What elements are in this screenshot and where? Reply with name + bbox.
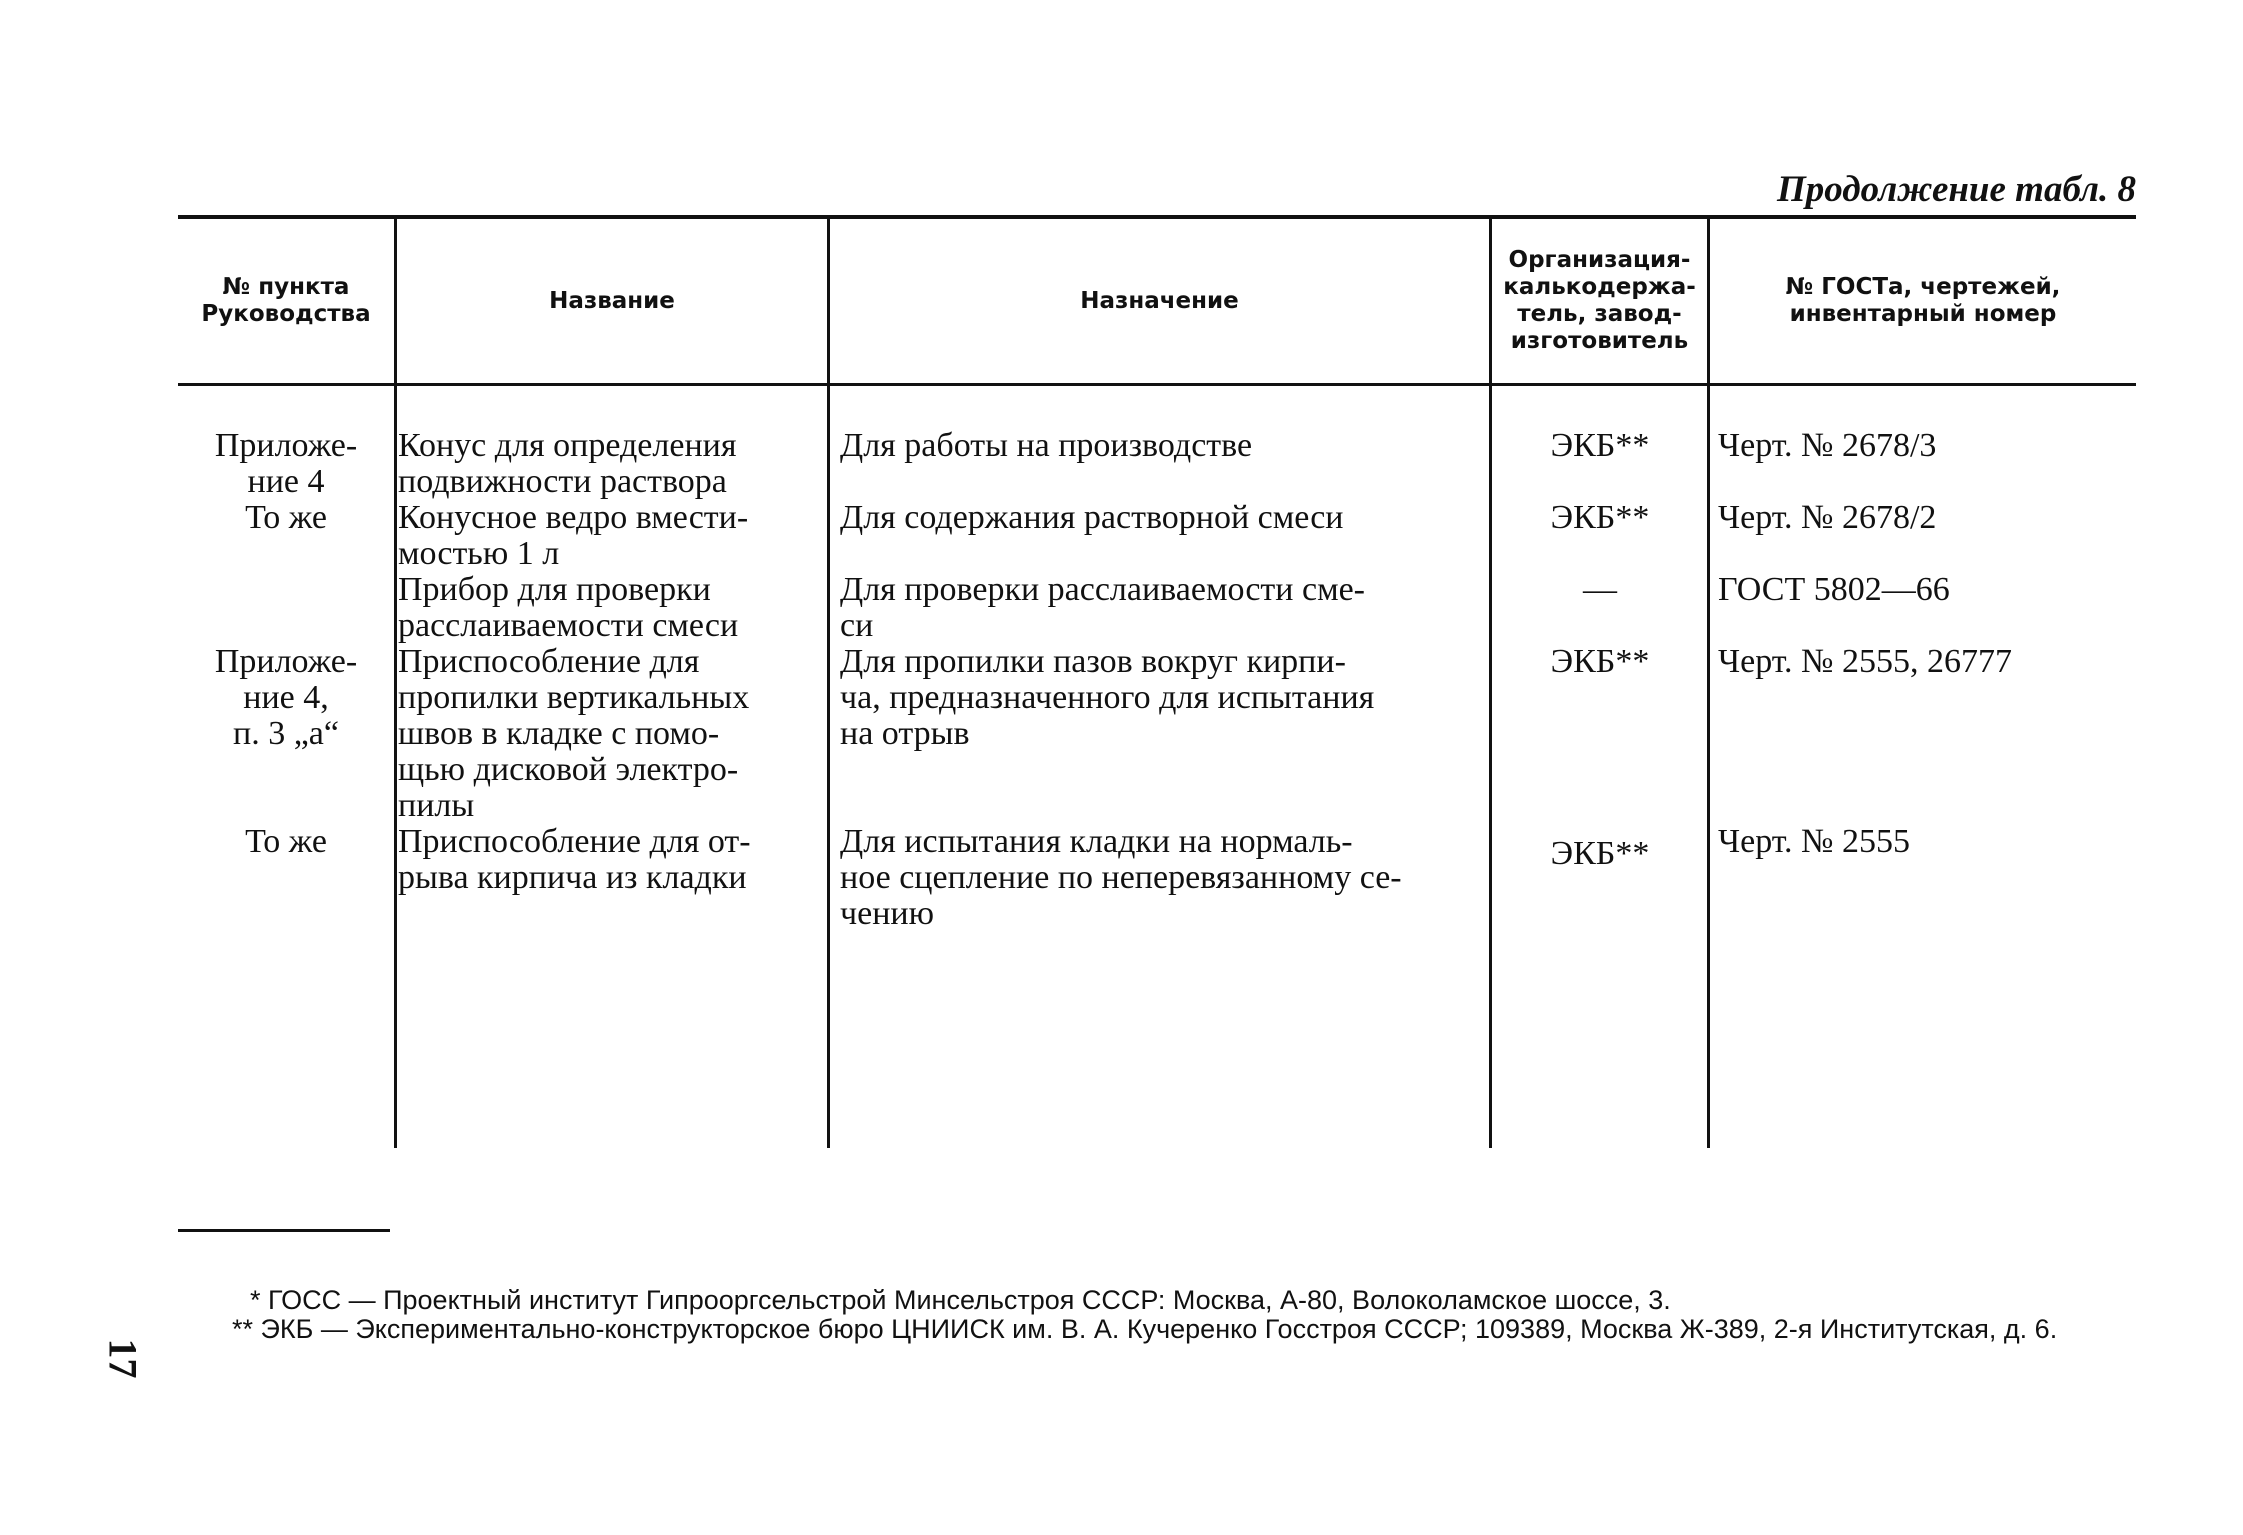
row-4-purpose: Для пропилки пазов вокруг кирпи- ча, предназначенного для испытания на отрыв bbox=[840, 643, 1375, 752]
row-4-org: ЭКБ** bbox=[1550, 643, 1650, 680]
row-5-gost: Черт. № 2555 bbox=[1718, 823, 1910, 860]
table-top-rule bbox=[178, 215, 2136, 219]
row-2-num: То же bbox=[245, 499, 327, 536]
header-org: Организация- калькодержа- тель, завод- изготовитель bbox=[1503, 247, 1696, 354]
header-purpose: Назначение bbox=[1080, 287, 1239, 314]
header-bottom-rule bbox=[178, 383, 2136, 386]
row-3-name: Прибор для проверки расслаиваемости смеси bbox=[398, 571, 739, 644]
header-gost: № ГОСТа, чертежей, инвентарный номер bbox=[1785, 274, 2061, 327]
row-4-num: Приложе- ние 4, п. 3 „а“ bbox=[214, 643, 358, 752]
row-1-org: ЭКБ** bbox=[1550, 427, 1650, 464]
row-2-gost: Черт. № 2678/2 bbox=[1718, 499, 1937, 536]
row-4-gost: Черт. № 2555, 26777 bbox=[1718, 643, 2012, 680]
row-3-org: — bbox=[1583, 571, 1617, 608]
row-3-purpose: Для проверки расслаиваемости сме- си bbox=[840, 571, 1365, 644]
row-5-org: ЭКБ** bbox=[1550, 835, 1650, 872]
header-num: № пункта Руководства bbox=[201, 274, 371, 327]
row-1-purpose: Для работы на производстве bbox=[840, 427, 1253, 464]
row-2-purpose: Для содержания растворной смеси bbox=[840, 499, 1344, 536]
row-1-gost: Черт. № 2678/3 bbox=[1718, 427, 1937, 464]
row-5-num: То же bbox=[245, 823, 327, 860]
footnote-rule bbox=[178, 1229, 390, 1232]
row-2-name: Конусное ведро вмести- мостью 1 л bbox=[398, 499, 749, 572]
page-number: 17 bbox=[100, 1338, 146, 1379]
row-2-org: ЭКБ** bbox=[1550, 499, 1650, 536]
footnote-1: * ГОСС — Проектный институт Гипрооргсельстрой Минсельстроя СССР: Москва, А-80, Волоколамское шоссе, 3. bbox=[250, 1285, 1671, 1315]
row-4-name: Приспособление для пропилки вертикальных швов в кладке с помо- щью дисковой электро- пилы bbox=[398, 643, 750, 824]
row-3-gost: ГОСТ 5802—66 bbox=[1718, 571, 1950, 608]
row-5-purpose: Для испытания кладки на нормаль- ное сцепление по неперевязанному се- чению bbox=[840, 823, 1402, 932]
header-name: Название bbox=[549, 287, 675, 314]
table-caption: Продолжение табл. 8 bbox=[1777, 169, 2136, 210]
row-1-name: Конус для определения подвижности раствора bbox=[398, 427, 737, 500]
row-5-name: Приспособление для от- рыва кирпича из кладки bbox=[398, 823, 751, 896]
row-1-num: Приложе- ние 4 bbox=[214, 427, 358, 500]
footnote-2: ** ЭКБ — Экспериментально-конструкторское бюро ЦНИИСК им. В. А. Кучеренко Госстроя СССР; 109389, Москва Ж-389, 2-я Институтская, д. 6. bbox=[232, 1314, 2058, 1344]
